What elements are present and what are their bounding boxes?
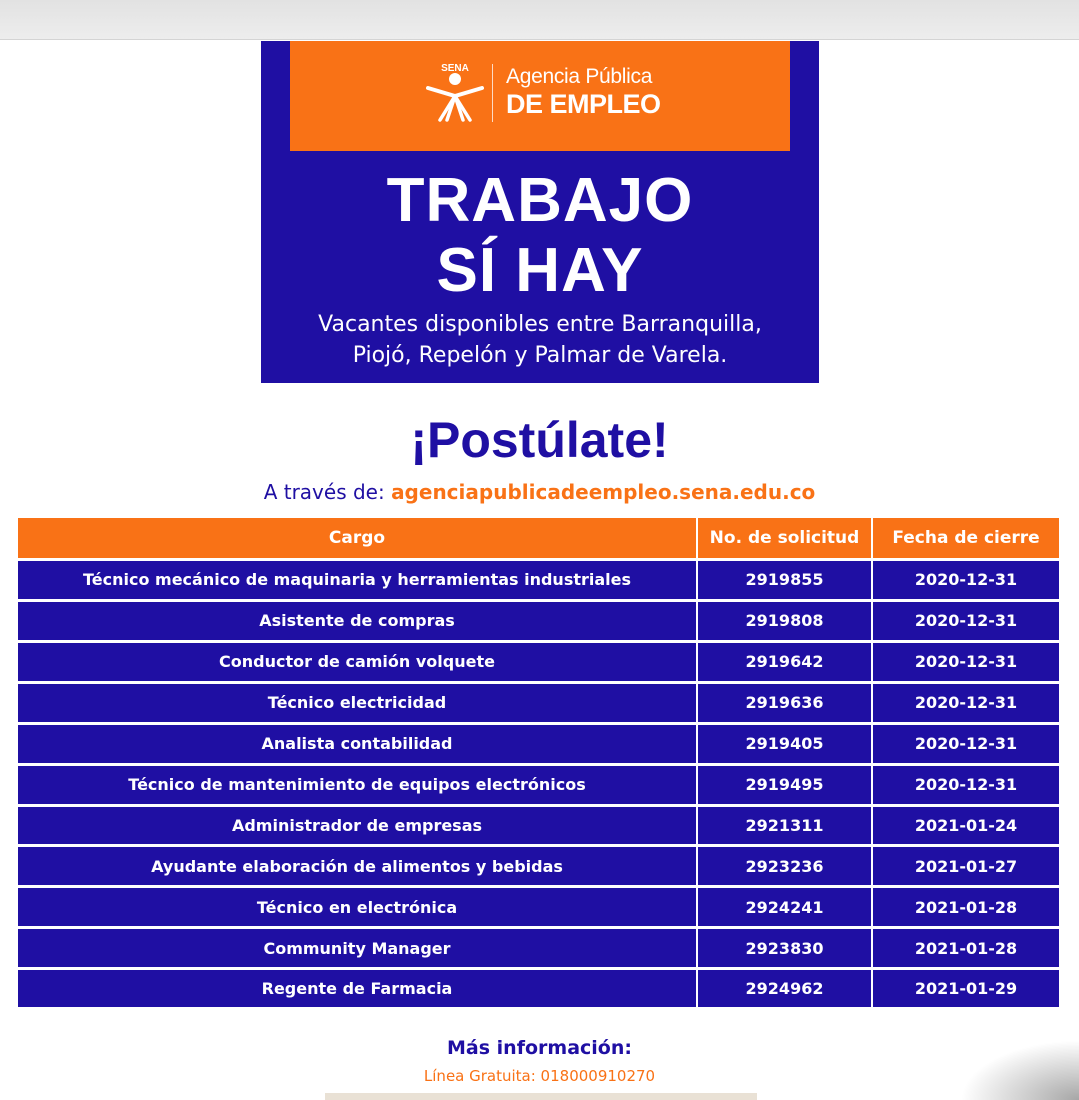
cell-cargo: Administrador de empresas bbox=[18, 805, 697, 846]
table-row bbox=[18, 560, 1059, 601]
cell-solicitud: 2919405 bbox=[697, 723, 872, 764]
cta-heading: ¡Postúlate! bbox=[410, 412, 669, 468]
cell-fecha: 2021-01-24 bbox=[872, 805, 1059, 846]
cell-cargo: Community Manager bbox=[18, 928, 697, 969]
bottom-strip bbox=[325, 1093, 757, 1100]
cell-fecha: 2020-12-31 bbox=[872, 723, 1059, 764]
corner-shadow bbox=[960, 1040, 1079, 1100]
hero-title-line2: SÍ HAY bbox=[436, 236, 644, 305]
cell-fecha: 2021-01-28 bbox=[872, 887, 1059, 928]
hotline-text: Línea Gratuita: 018000910270 bbox=[423, 1067, 656, 1085]
cell-fecha: 2020-12-31 bbox=[872, 600, 1059, 641]
cell-fecha: 2020-12-31 bbox=[872, 682, 1059, 723]
logo-divider bbox=[492, 64, 493, 122]
hero-subtitle-line2: Piojó, Repelón y Palmar de Varela. bbox=[352, 343, 728, 368]
cell-cargo: Técnico de mantenimiento de equipos electrónicos bbox=[18, 764, 697, 805]
top-bar bbox=[0, 0, 1079, 40]
table-header-row bbox=[18, 518, 1059, 560]
cell-fecha: 2021-01-28 bbox=[872, 928, 1059, 969]
header-fecha: Fecha de cierre bbox=[872, 518, 1059, 560]
header-cargo: Cargo bbox=[18, 518, 697, 560]
sena-logo-icon bbox=[420, 62, 490, 126]
cell-cargo: Técnico electricidad bbox=[18, 682, 697, 723]
table-row bbox=[18, 969, 1059, 1007]
table-row bbox=[18, 846, 1059, 887]
table-row bbox=[18, 723, 1059, 764]
cell-solicitud: 2919495 bbox=[697, 764, 872, 805]
header-solicitud: No. de solicitud bbox=[697, 518, 872, 560]
table-row bbox=[18, 600, 1059, 641]
table-row bbox=[18, 682, 1059, 723]
cell-solicitud: 2919855 bbox=[697, 560, 872, 601]
logo-word: SENA bbox=[441, 63, 469, 74]
cta-via bbox=[0, 478, 1079, 506]
cell-solicitud: 2924241 bbox=[697, 887, 872, 928]
cell-cargo: Conductor de camión volquete bbox=[18, 641, 697, 682]
agency-name-line1: Agencia Pública bbox=[506, 65, 653, 88]
cell-fecha: 2020-12-31 bbox=[872, 641, 1059, 682]
table-row bbox=[18, 641, 1059, 682]
cell-solicitud: 2919636 bbox=[697, 682, 872, 723]
cell-solicitud: 2919808 bbox=[697, 600, 872, 641]
hero-subtitle-line1: Vacantes disponibles entre Barranquilla, bbox=[318, 312, 762, 337]
cell-solicitud: 2924962 bbox=[697, 969, 872, 1007]
cell-solicitud: 2921311 bbox=[697, 805, 872, 846]
cell-fecha: 2020-12-31 bbox=[872, 764, 1059, 805]
cta-url-link[interactable]: agenciapublicadeempleo.sena.edu.co bbox=[391, 480, 816, 504]
table-row bbox=[18, 764, 1059, 805]
cell-solicitud: 2919642 bbox=[697, 641, 872, 682]
cell-cargo: Técnico mecánico de maquinaria y herramientas industriales bbox=[18, 560, 697, 601]
table-row bbox=[18, 928, 1059, 969]
cell-cargo: Técnico en electrónica bbox=[18, 887, 697, 928]
cell-fecha: 2020-12-31 bbox=[872, 560, 1059, 601]
agency-name-line2: DE EMPLEO bbox=[506, 89, 661, 119]
cell-solicitud: 2923236 bbox=[697, 846, 872, 887]
table-row bbox=[18, 887, 1059, 928]
hero-title-line1: TRABAJO bbox=[386, 166, 694, 235]
cell-solicitud: 2923830 bbox=[697, 928, 872, 969]
cell-cargo: Ayudante elaboración de alimentos y bebidas bbox=[18, 846, 697, 887]
cell-fecha: 2021-01-27 bbox=[872, 846, 1059, 887]
cell-cargo: Analista contabilidad bbox=[18, 723, 697, 764]
agency-logo bbox=[420, 60, 670, 130]
vacancies-table bbox=[18, 518, 1059, 1007]
cell-fecha: 2021-01-29 bbox=[872, 969, 1059, 1007]
cell-cargo: Asistente de compras bbox=[18, 600, 697, 641]
table-row bbox=[18, 805, 1059, 846]
cell-cargo: Regente de Farmacia bbox=[18, 969, 697, 1007]
more-info-heading: Más información: bbox=[447, 1037, 632, 1059]
cta-via-label: A través de: bbox=[263, 480, 385, 504]
